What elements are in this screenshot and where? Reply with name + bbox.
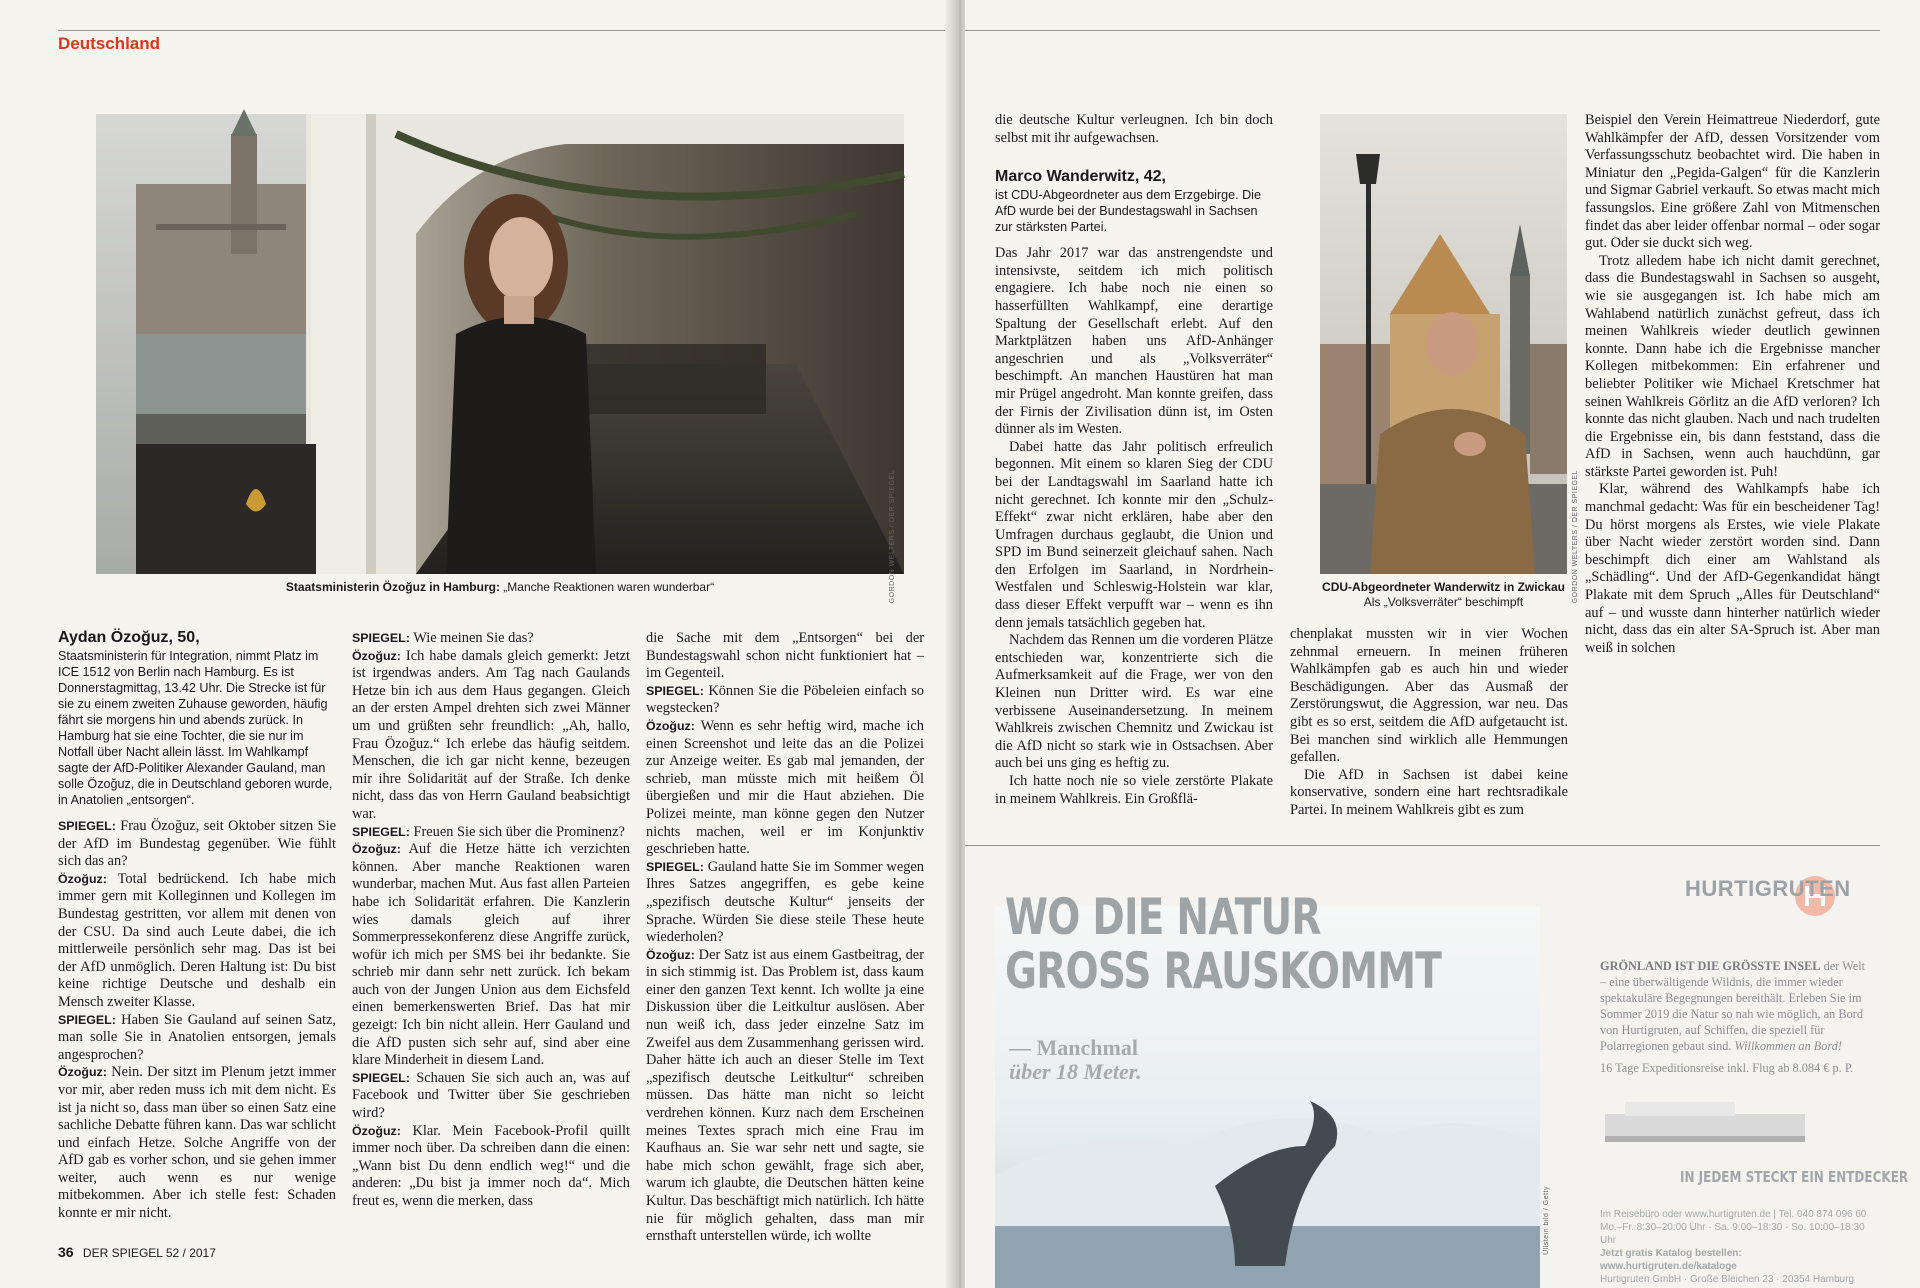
qa-paragraph: Özoğuz: Nein. Der sitzt im Plenum jetzt immer vor mir, aber reden muss ich mit dem nicht. Es ist ja nicht so, dass man über so einen Satz eine sachliche Debatte führen kann. Das war schlicht und einfach Hetze. Solche Angriffe von der AfD gab es vorher schon, und sie gehen immer weiter, auch wenn es nur wenige mitbekommen. Aber ich stelle fest: Schaden konnte er mir nicht. <box>58 1064 336 1222</box>
qa-paragraph: Özoğuz: Auf die Hetze hätte ich verzichten können. Aber manche Reaktionen waren wunderbar, machen Mut. Aus fast allen Parteien habe ich Solidarität erfahren. Die Kanzlerin wies damals gleich auf ihrer Sommerpressekonferenz diese Angriffe zurück, wofür ich mich per SMS bei ihr bedankte. Sie schrieb mir dann sehr nett zurück. Ich bekam auch von der Jungen Union aus dem Eichsfeld einen bemerkenswerten Brief. Das hat mir gezeigt: Ich bin nicht allein. Herr Gauland und die AfD pusten sich sehr auf, sind aber eine klare Minderheit in diesem Land. <box>352 841 630 1069</box>
body-paragraph: Dabei hatte das Jahr politisch erfreulich begonnen. Mit einem so klaren Sieg der CDU bei der Landtagswahl im Saarland hatte ich nicht gerechnet. Ich konnte mir den „Schulz-Effekt“ zwar nicht erklären, habe aber den Umfragen durchaus geglaubt, die Union und SPD im Bund seinerzeit gleichauf sahen. Nach den Erfolgen im Saarland, in Nordrhein-Westfalen und Schleswig-Holstein war klar, dass dieser Effekt verpufft war – wenn es ihn denn jemals tatsächlich gegeben hat. <box>995 438 1273 631</box>
intro-text: Staatsministerin für Integration, nimmt Platz im ICE 1512 von Berlin nach Hamburg. Es ist Donnerstagmittag, 13.42 Uhr. Die Strecke ist für sie zu einem zweiten Zuhause geworden, häufig fährt sie morgens hin und abends zurück. In Hamburg hat sie eine Tochter, die sie nur im Notfall über Nacht allein lässt. Im Wahlkampf sagte der AfD-Politiker Alexander Gauland, man solle Özoğuz, die in Deutschland geboren wurde, in Anatolien „entsorgen“. <box>58 649 333 807</box>
column-1 <box>995 112 1273 808</box>
qa-paragraph: SPIEGEL: Haben Sie Gauland auf seinen Satz, man solle Sie in Anatolien entsorgen, jemals angesprochen? <box>58 1011 336 1063</box>
qa-paragraph: Özoğuz: Wenn es sehr heftig wird, mache ich einen Screenshot und leite das an die Polizei zur Anzeige weiter. Es gab mal jemanden, der schrieb, man müsste mich mit heißem Öl übergießen und mir die Haut abziehen. Die Polizei meinte, man könne gegen den Nutzer nichts machen, weil er im Konjunktiv geschrieben hatte. <box>646 717 925 858</box>
qa-paragraph: Özoğuz: Ich habe damals gleich gemerkt: Jetzt ist irgendwas anders. Am Tag nach Gaulands Hetze bin ich aus dem Haus gegangen. Gleich an der ersten Ampel drehten sich zwei Männer um und grüßten sehr freundlich: „Ah, hallo, Frau Özoğuz.“ Ich erlebe das häufig seitdem. Menschen, die ich gar nicht kenne, bezeugen mir ihre Solidarität auf der Straße. Ich denke nicht, dass das von Herrn Gauland beabsichtigt war. <box>352 647 630 822</box>
body-paragraph: Nachdem das Rennen um die vorderen Plätze entschieden war, konzentrierte sich die Aufmerksamkeit auf die Frage, wer von den Kleinen nun Dritter wird. Es war eine verbissene Auseinandersetzung. In meinem Wahlkreis zwischen Chemnitz und Zwickau ist die AfD nicht so stark wie in Ostsachsen. Aber auch bei uns ging es heftig zu. <box>995 632 1273 772</box>
qa-paragraph: Özoğuz: Klar. Mein Facebook-Profil quillt immer noch über. Da schreiben dann die einen: „Wann bist Du denn endlich weg!“ und die anderen: „Du bist ja immer noch da“. Mich freut es, wenn die merken, dass <box>352 1122 630 1209</box>
ad-contact: Im Reisebüro oder www.hurtigruten.de | Tel. 040 874 096 60 Mo.–Fr. 8:30–20:00 Uhr · Sa. 9:00–18:30 · So. 10:00–18:30 Uhr Jetzt gratis Katalog bestellen: www.hurtigruten.de/kataloge Hurtigruten GmbH · Große Bleichen 23 · 20354 Hamburg <box>1600 1209 1867 1285</box>
intro-text: ist CDU-Abgeordneter aus dem Erzgebirge. Die AfD wurde bei der Bundestagswahl in Sachsen zur stärksten Partei. <box>995 188 1261 235</box>
qa-paragraph: die Sache mit dem „Entsorgen“ bei der Bundestagswahl schon nicht funktioniert hat – im Gegenteil. <box>646 630 924 682</box>
qa-paragraph: SPIEGEL: Schauen Sie sich auch an, was auf Facebook und Twitter über Sie geschrieben wird? <box>352 1069 630 1122</box>
brand-logo: HURTIGRUTEN <box>1685 876 1851 901</box>
qa-paragraph: SPIEGEL: Können Sie die Pöbeleien einfach so wegstecken? <box>646 682 925 717</box>
caption-bold: CDU-Abgeordneter Wanderwitz in Zwickau <box>1322 580 1565 594</box>
body-paragraph: Ich hatte noch nie so viele zerstörte Plakate in meinem Wahlkreis. Ein Großflä- <box>995 773 1273 807</box>
photo-credit: GORDON WELTERS / DER SPIEGEL <box>889 470 896 604</box>
column-2 <box>352 630 630 1211</box>
ad-slogan: IN JEDEM STECKT EIN ENTDECKER <box>1680 1168 1909 1186</box>
body-paragraph: Trotz alledem habe ich nicht damit gerechnet, dass die Bundestagswahl in Sachsen so ausgeht, wie sie ausgegangen ist. Ich habe mich am Wahlabend natürlich zunächst gefreut, dass ich meinen Wahlkreis wieder deutlich gewinnen konnte. Dann habe ich die Ergebnisse mancher Kollegen mitbekommen: Ein erfahrener und beliebter Politiker wie Michael Kretschmer hat seinen Wahlkreis Görlitz an die AfD verloren? Ich konnte das nicht glauben. Nach und nach trudelten die Ergebnisse ein, bis dann feststand, dass die AfD in Sachsen, wenn auch hauchdünn, gar stärkste Partei geworden ist. Puh! <box>1585 252 1880 480</box>
qa-paragraph: SPIEGEL: Gauland hatte Sie im Sommer wegen Ihres Satzes angegriffen, es gebe keine „spezifisch deutsche Kultur“ jenseits der Sprache. Würden Sie diese steile These heute wiederholen? <box>646 858 924 946</box>
caption-bold: Staatsministerin Özoğuz in Hamburg: <box>285 580 500 594</box>
column-2 <box>1290 626 1568 820</box>
ad-photo-credit: Ullstein bild / Getty <box>1543 1186 1550 1255</box>
interviewee-name: Aydan Özoğuz, 50, <box>58 629 200 646</box>
continued-text: die deutsche Kultur verleugnen. Ich bin doch selbst mit ihr aufgewachsen. <box>995 112 1273 146</box>
qa-paragraph: SPIEGEL: Frau Özoğuz, seit Oktober sitzen Sie der AfD im Bundestag gegenüber. Wie fühlt sich das an? <box>58 818 336 870</box>
photo-oezoguz <box>96 114 904 574</box>
body-paragraph: chenplakat mussten wir in vier Wochen zehnmal erneuern. In meinen früheren Wahlkämpfen gab es auch hin und wieder Beschädigungen. Aber das Ausmaß der Zerstörungswut, die Aggression, war neu. Das gibt es so erst, seitdem die AfD aufgetaucht ist. Bei manchen sind wirklich alle Hemmungen gefallen. <box>1290 626 1568 766</box>
body-paragraph: Beispiel den Verein Heimattreue Niederdorf, gute Wahlkämpfer der AfD, dessen Vorsitzender vom Verfassungsschutz beobachtet wird. Die haben in Miniatur den „Pegida-Galgen“ für die Kanzlerin und Sigmar Gabriel verkauft. So etwas macht mich fassungslos. Eine größere Zahl von Mitmenschen findet das aber leider offenbar normal – oder sogar gut. Oder sie duckt sich weg. <box>1585 112 1880 252</box>
column-1 <box>58 628 336 1223</box>
column-3 <box>646 630 924 1246</box>
right-page <box>965 0 1920 1288</box>
photo-credit: GORDON WELTERS / DER SPIEGEL <box>1572 470 1579 604</box>
ad-headline: WO DIE NATUR GROSS RAUSKOMMT <box>1005 888 1442 1000</box>
ad-offer: 16 Tage Expeditionsreise inkl. Flug ab 8.084 € p. P. <box>1600 1061 1854 1075</box>
caption-text: Als „Volksverräter“ beschimpft <box>1363 595 1524 609</box>
caption-text: „Manche Reaktionen waren wunderbar“ <box>503 580 715 594</box>
qa-paragraph: Özoğuz: Total bedrückend. Ich habe mich immer gern mit Kolleginnen und Kollegen im Bundestag gestritten, vor allem mit denen von der CSU. Da sind auch Leute dabei, die ich mittlerweile persönlich sehr mag. Das ist bei der AfD unmöglich. Deren Haltung ist: Du bist keine richtige Deutsche und deshalb ein Mensch zweiter Klasse. <box>58 870 336 1010</box>
photo-caption <box>96 580 904 594</box>
qa-paragraph: Özoğuz: Der Satz ist aus einem Gastbeitrag, der in sich stimmig ist. Das Problem ist, dass kaum einer den ganzen Text kennt. Ich wollte ja eine Diskussion über die Leitkultur auslösen. Aber nun weiß ich, dass jeder einzelne Satz im Zweifel aus dem Zusammenhang gerissen wird. Daher hätte ich auch an dieser Stelle im Text „spezifisch deutsche Leitkultur“ schreiben müssen. Das hätte man nicht so leicht verdrehen können. Kurz nach dem Erscheinen meines Textes sprach mich eine Frau im Kaufhaus an. Sie war sehr nett und sagte, sie habe mich schon gewählt, frage sich aber, warum ich glaubte, die Deutschen hätten keine Kultur. Das beschäftigt mich natürlich. Ich hätte nie für möglich gehalten, dass man mir ernsthaft unterstellen würde, ich wollte <box>646 946 924 1245</box>
body-paragraph: Klar, während des Wahlkampfs habe ich manchmal gedacht: Was für ein bescheidener Tag! Du hörst morgens als Erstes, wie viele Plakate über Nacht wieder zerstört worden sind. Dann beschimpft dich einer am Wahlstand als „Schädling“. Und der AfD-Gegenkandidat hängt Plakate mit dem Spruch „Alles für Deutschland“ auf – und wusste dann hinterher natürlich wieder nicht, dass das ein alter SA-Spruch ist. Aber man weiß in solchen <box>1585 481 1880 656</box>
page-folio <box>58 1244 216 1260</box>
advertisement-hurtigruten <box>965 846 1909 1288</box>
left-page <box>0 0 955 1288</box>
qa-paragraph: SPIEGEL: Wie meinen Sie das? <box>352 630 534 646</box>
page-number: 36 <box>58 1244 74 1260</box>
body-paragraph: Das Jahr 2017 war das anstrengendste und intensivste, seitdem ich mich politisch engagiere. Ich habe noch nie einen so hasserfüllten Wahlkampf, eine derartige Spaltung der Gesellschaft erlebt. Auf den Marktplätzen haben uns AfD-Anhänger angeschrien und als „Volksverräter“ beschimpft. An manchen Haustüren hat man mir Prügel angedroht. Man konnte greifen, dass der Firnis der Zivilisation dünn ist, im Osten dünner als im Westen. <box>995 245 1273 438</box>
top-rule <box>965 30 1880 31</box>
ad-subheadline: — Manchmal über 18 Meter. <box>1009 1035 1142 1084</box>
section-tag: Deutschland <box>58 34 161 53</box>
body-paragraph: Die AfD in Sachsen ist dabei keine konservative, sondern eine hart rechtsradikale Partei. In meinem Wahlkreis gibt es zum <box>1290 766 1568 818</box>
issue-info: DER SPIEGEL 52 / 2017 <box>82 1246 216 1260</box>
photo-caption <box>1295 580 1592 610</box>
top-rule <box>58 30 955 31</box>
ad-body: GRÖNLAND IST DIE GRÖSSTE INSEL der Welt – eine überwältigende Wildnis, die immer wieder spektakuläre Begegnungen bereithält. Erleben Sie im Sommer 2019 die Natur so nah wie möglich, an Bord von Hurtigruten, auf Schiffen, die speziell für Polarregionen gebaut sind. Willkommen an Bord! 16 Tage Expeditionsreise inkl. Flug ab 8.084 € p. P. <box>1600 958 1870 1076</box>
photo-wanderwitz <box>1320 114 1567 574</box>
qa-paragraph: SPIEGEL: Freuen Sie sich über die Prominenz? <box>352 823 625 840</box>
column-3 <box>1585 112 1880 657</box>
interviewee-name: Marco Wanderwitz, 42, <box>995 168 1166 186</box>
